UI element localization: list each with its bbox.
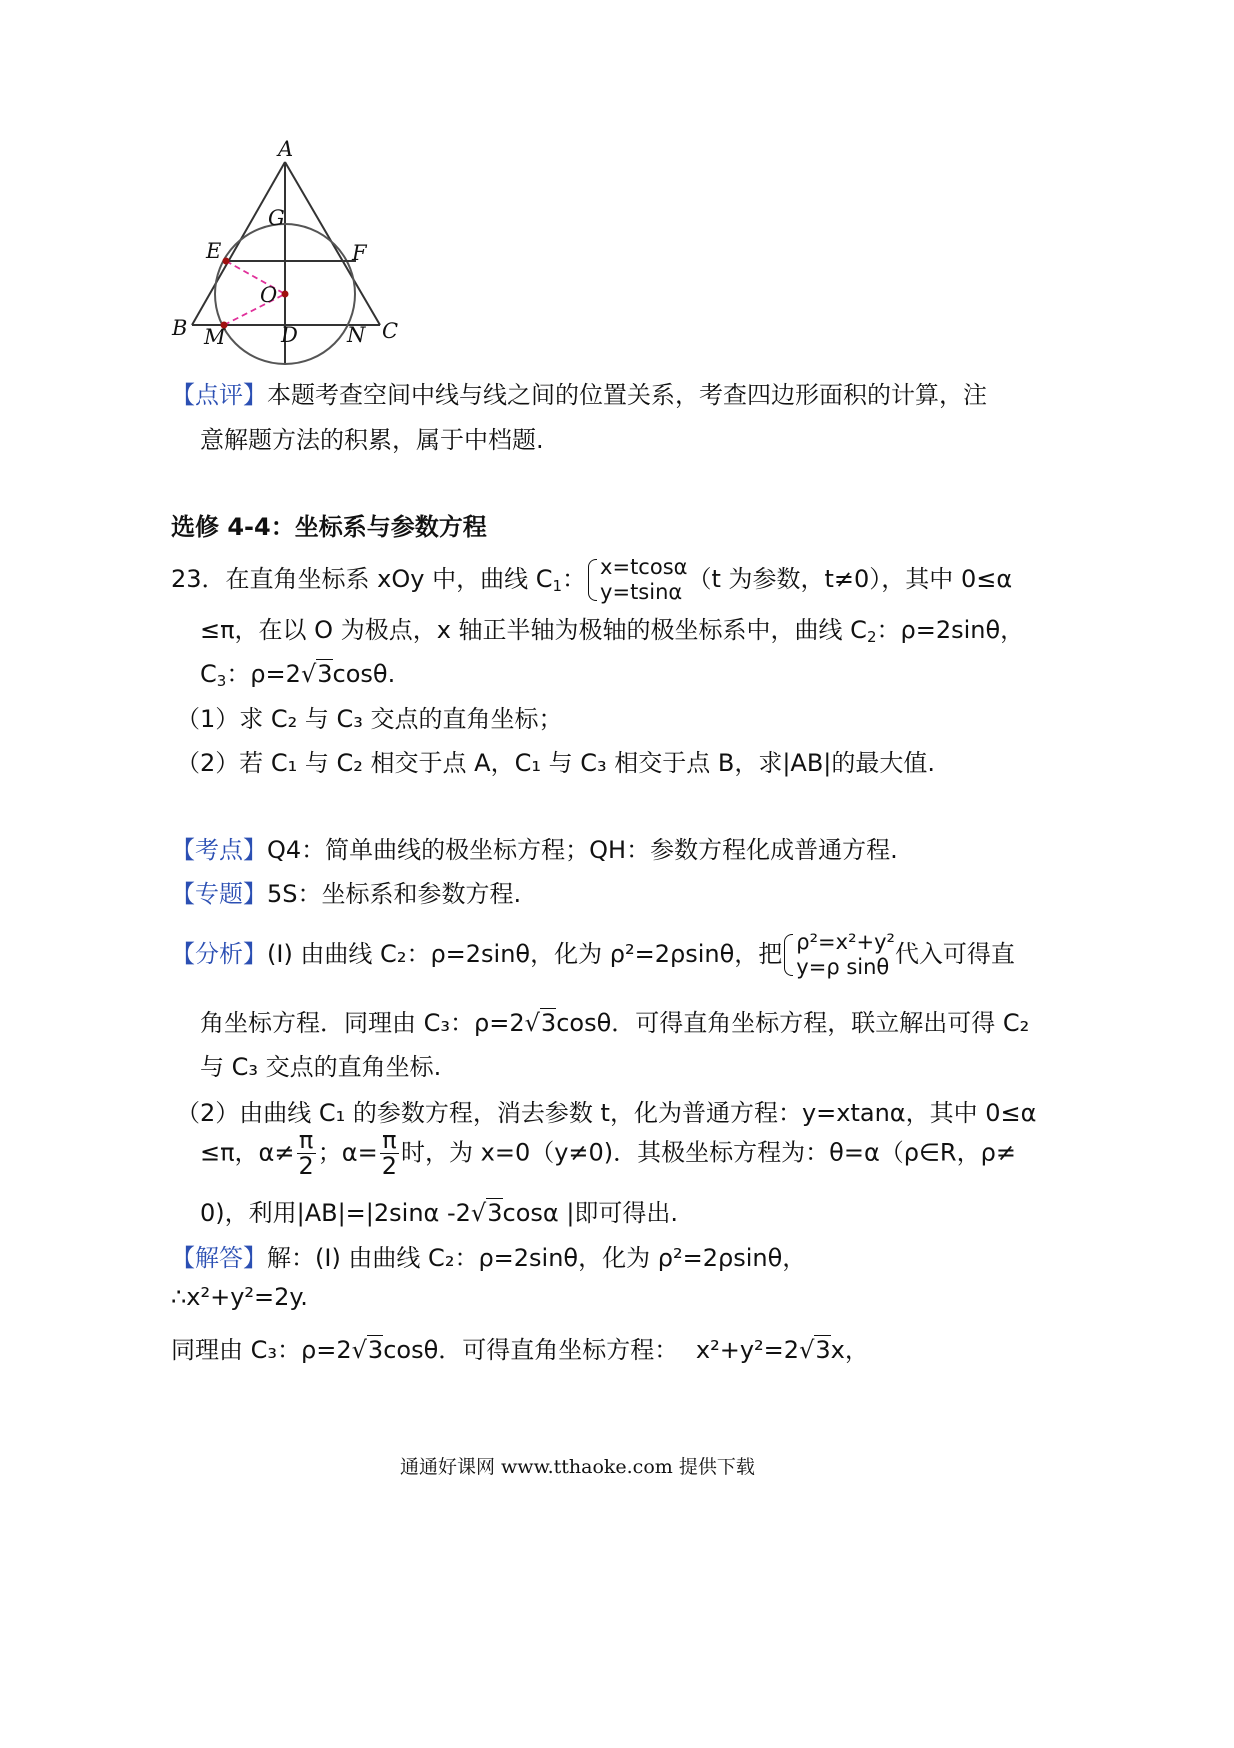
fenxi-text: ；α= [317,1138,378,1167]
zhuanti-tag: 【专题】 [171,880,267,908]
fenxi-line-6: 0)，利用|AB|=|2sinα -2√3cosα |即可得出. [200,1199,679,1227]
subscript: 2 [866,628,877,646]
sqrt-value: 3 [487,1199,503,1227]
sqrt-value: 3 [815,1336,831,1364]
problem-line-1 [171,555,1012,605]
subscript: 1 [552,577,563,596]
fenxi-line-4: （2）由曲线 C₁ 的参数方程，消去参数 t，化为普通方程：y=xtanα，其中 0≤α [176,1099,1037,1127]
problem-text: 在直角坐标系 xOy 中，曲线 C [225,565,553,594]
label-f: F [352,241,367,265]
fraction-numerator: π [380,1128,399,1154]
sqrt-value: 3 [367,1336,384,1364]
question-1: （1）求 C₂ 与 C₃ 交点的直角坐标； [176,705,563,733]
kaodian-text: Q4：简单曲线的极坐标方程；QH：参数方程化成普通方程. [267,836,898,864]
problem-text: C [200,660,217,688]
fenxi-line-2: 角坐标方程．同理由 C₃：ρ=2√3cosθ．可得直角坐标方程，联立解出可得 C₂ [200,1009,1030,1037]
jieda-text: x， [830,1336,869,1364]
fraction-numerator: π [297,1128,316,1154]
label-c: C [382,319,399,343]
fenxi-text: 时，为 x=0（y≠0)．其极坐标方程为：θ=α（ρ∈R，ρ≠ [401,1138,1016,1167]
label-o: O [260,283,278,307]
fraction-pi-over-2 [380,1128,399,1179]
label-m: M [204,325,226,349]
review-line-2: 意解题方法的积累，属于中档题. [200,426,544,454]
kaodian-line [171,830,898,865]
fenxi-line-5 [200,1128,1016,1179]
jieda-equation: x²+y²=2 [695,1336,800,1364]
fenxi-tag: 【分析】 [171,940,267,969]
section-title: 选修 4-4：坐标系与参数方程 [171,513,487,541]
fenxi-text: cosθ．可得直角坐标方程，联立解出可得 C₂ [556,1009,1030,1037]
system-eq-2: y=ρ sinθ [796,955,890,980]
problem-text: ：ρ=2sinθ， [876,616,1025,644]
zhuanti-line [171,874,521,909]
fenxi-text: (I) 由曲线 C₂：ρ=2sinθ，化为 ρ²=2ρsinθ，把 [267,940,783,969]
jieda-tag: 【解答】 [171,1244,267,1272]
problem-text: ≤π，在以 O 为极点，x 轴正半轴为极轴的极坐标系中，曲线 C [200,616,867,644]
problem-line-2 [200,610,1024,646]
subscript: 3 [216,672,227,690]
param-system [586,555,687,605]
system-eq-1: ρ²=x²+y² [796,930,895,954]
kaodian-tag: 【考点】 [171,836,267,864]
jieda-text: 解：(I) 由曲线 C₂：ρ=2sinθ，化为 ρ²=2ρsinθ， [267,1244,807,1272]
question-2: （2）若 C₁ 与 C₂ 相交于点 A，C₁ 与 C₃ 相交于点 B，求|AB|的最大值. [176,749,936,777]
label-g: G [268,206,285,230]
fenxi-text: 角坐标方程．同理由 C₃：ρ=2 [200,1009,525,1037]
fenxi-line-1 [171,930,1015,980]
point-o [282,291,289,298]
jieda-text: 同理由 C₃：ρ=2 [171,1336,352,1364]
problem-number: 23． [171,565,226,594]
problem-text: （t 为参数，t≠0），其中 0≤α [687,565,1013,594]
problem-text: cosθ. [332,660,396,688]
param-y: y=tsinα [600,580,683,605]
jieda-line-2: ∴x²+y²=2y. [171,1283,308,1311]
review-text-1: 本题考查空间中线与线之间的位置关系，考查四边形面积的计算，注 [267,381,987,409]
jieda-text: cosθ．可得直角坐标方程： [383,1336,679,1364]
geometry-figure [172,137,440,390]
page-footer: 通通好课网 www.tthaoke.com 提供下载 [400,1456,755,1478]
label-e: E [206,239,222,263]
problem-line-3: $C_3$：ρ=2√3cosθ. [200,660,396,690]
colon: ： [562,565,587,594]
fraction-pi-over-2 [297,1128,316,1179]
fenxi-text: 0)，利用|AB|=|2sinα -2 [200,1199,471,1227]
point-e [223,258,230,265]
problem-text: ：ρ=2 [226,660,301,688]
param-x: x=tcosα [600,555,688,579]
label-d: D [281,323,298,347]
fraction-denominator: 2 [298,1152,314,1181]
sqrt-value: 3 [540,1009,557,1037]
label-a: A [278,137,294,161]
fenxi-text: 代入可得直 [894,940,1015,969]
fenxi-text: cosα |即可得出. [502,1199,679,1227]
jieda-line-3: 同理由 C₃：ρ=2√3cosθ．可得直角坐标方程： x²+y²=2√3x， [171,1336,869,1364]
fraction-denominator: 2 [381,1152,397,1181]
label-n: N [347,323,366,347]
label-b: B [172,316,188,340]
review-tag: 【点评】 [171,381,267,409]
jieda-line-1 [171,1238,806,1273]
review-line-1 [171,375,987,410]
substitution-system [782,930,895,980]
sqrt-value: 3 [317,660,333,688]
zhuanti-text: 5S：坐标系和参数方程. [267,880,522,908]
fenxi-text: ≤π，α≠ [200,1138,295,1167]
fenxi-line-3: 与 C₃ 交点的直角坐标. [200,1053,442,1081]
